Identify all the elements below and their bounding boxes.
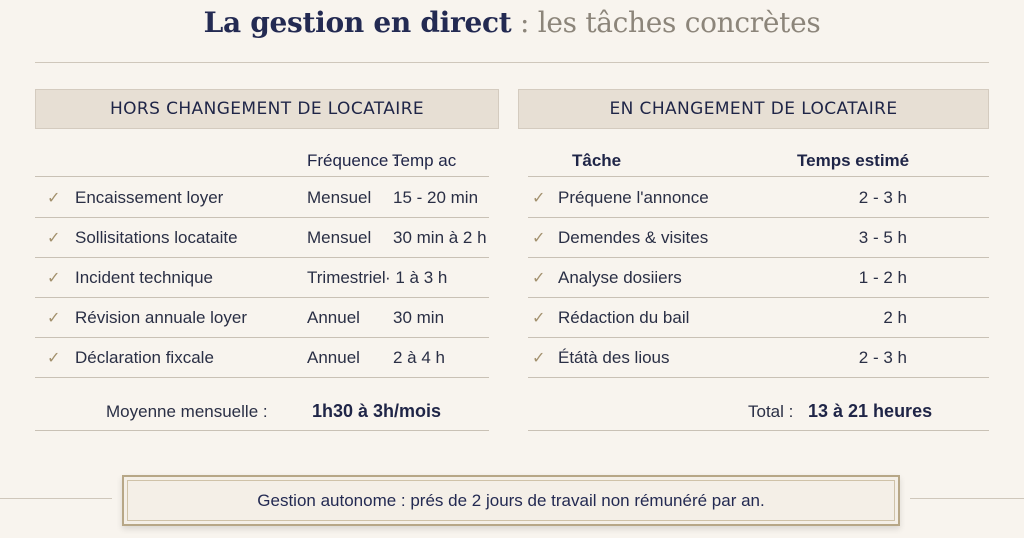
task-label: Préquene l'annonce bbox=[558, 188, 709, 207]
right-panel-header: EN CHANGEMENT DE LOCATAIRE bbox=[518, 89, 989, 129]
table-row bbox=[528, 298, 989, 338]
title-divider bbox=[35, 62, 989, 63]
task-label: Analyse dosiiers bbox=[558, 268, 682, 287]
table-row bbox=[528, 258, 989, 298]
right-col-time: Temps estimé bbox=[797, 151, 910, 170]
table-row bbox=[528, 218, 989, 258]
task-label: Déclaration fixcale bbox=[75, 348, 214, 367]
page-title bbox=[0, 6, 1024, 39]
table-row bbox=[35, 338, 489, 378]
table-row bbox=[35, 218, 489, 258]
task-label: Demendes & visites bbox=[558, 228, 709, 247]
left-total-value: 1h30 à 3h/mois bbox=[312, 401, 442, 421]
time-value: 2 à 4 h bbox=[393, 348, 445, 367]
table-row bbox=[35, 298, 489, 338]
time-value: 2 - 3 h bbox=[858, 188, 907, 207]
check-icon: ✓ bbox=[47, 350, 61, 367]
task-label: Étátà des lious bbox=[558, 348, 670, 367]
check-icon: ✓ bbox=[532, 310, 546, 327]
task-label: Rédaction du bail bbox=[558, 308, 690, 327]
frequency-value: Mensuel bbox=[307, 228, 372, 247]
right-total-divider bbox=[528, 430, 989, 431]
frequency-value: Mensuel bbox=[307, 188, 372, 207]
check-icon: ✓ bbox=[532, 230, 546, 247]
table-row bbox=[528, 338, 989, 378]
check-icon: ✓ bbox=[47, 190, 61, 207]
task-label: Incident technique bbox=[75, 268, 213, 287]
time-value: 15 - 20 min bbox=[393, 188, 479, 207]
table-row bbox=[528, 178, 989, 218]
right-total-value: 13 à 21 heures bbox=[808, 401, 933, 421]
right-header-divider bbox=[528, 176, 989, 177]
check-icon: ✓ bbox=[47, 310, 61, 327]
left-col-frequency: Fréquence : bbox=[307, 151, 398, 170]
time-value: 2 h bbox=[883, 308, 907, 327]
left-total-label: Moyenne mensuelle : bbox=[106, 402, 268, 421]
check-icon: ✓ bbox=[532, 270, 546, 287]
check-icon: ✓ bbox=[47, 270, 61, 287]
table-row bbox=[35, 178, 489, 218]
left-col-time: Temp ac bbox=[392, 151, 457, 170]
frequency-value: Trimestriel bbox=[307, 268, 386, 287]
right-panel bbox=[518, 89, 989, 129]
footer-left-line bbox=[0, 498, 112, 499]
task-label: Encaissement loyer bbox=[75, 188, 224, 207]
time-value: 30 min bbox=[393, 308, 445, 327]
frequency-value: Annuel bbox=[307, 348, 360, 367]
footer-text: Gestion autonome : prés de 2 jours de travail non rémunéré par an. bbox=[127, 480, 895, 521]
check-icon: ✓ bbox=[532, 190, 546, 207]
time-value: · 1 à 3 h bbox=[385, 268, 448, 287]
task-label: Révision annuale loyer bbox=[75, 308, 247, 327]
left-total-divider bbox=[35, 430, 489, 431]
table-row bbox=[35, 258, 489, 298]
frequency-value: Annuel bbox=[307, 308, 360, 327]
title-main: La gestion en direct bbox=[203, 6, 512, 39]
left-panel-header: HORS CHANGEMENT DE LOCATAIRE bbox=[35, 89, 499, 129]
right-col-task: Tâche bbox=[572, 151, 622, 170]
footer-callout bbox=[122, 475, 900, 526]
right-total-label: Total : bbox=[748, 402, 794, 421]
left-panel bbox=[35, 89, 499, 129]
footer-right-line bbox=[910, 498, 1024, 499]
time-value: 3 - 5 h bbox=[858, 228, 907, 247]
check-icon: ✓ bbox=[47, 230, 61, 247]
time-value: 1 - 2 h bbox=[858, 268, 907, 287]
left-header-divider bbox=[35, 176, 489, 177]
title-separator: : bbox=[519, 6, 530, 39]
title-subtitle: les tâches concrètes bbox=[537, 6, 821, 39]
time-value: 2 - 3 h bbox=[858, 348, 907, 367]
task-label: Sollisitations locataite bbox=[75, 228, 238, 247]
time-value: 30 min à 2 h bbox=[393, 228, 487, 247]
check-icon: ✓ bbox=[532, 350, 546, 367]
